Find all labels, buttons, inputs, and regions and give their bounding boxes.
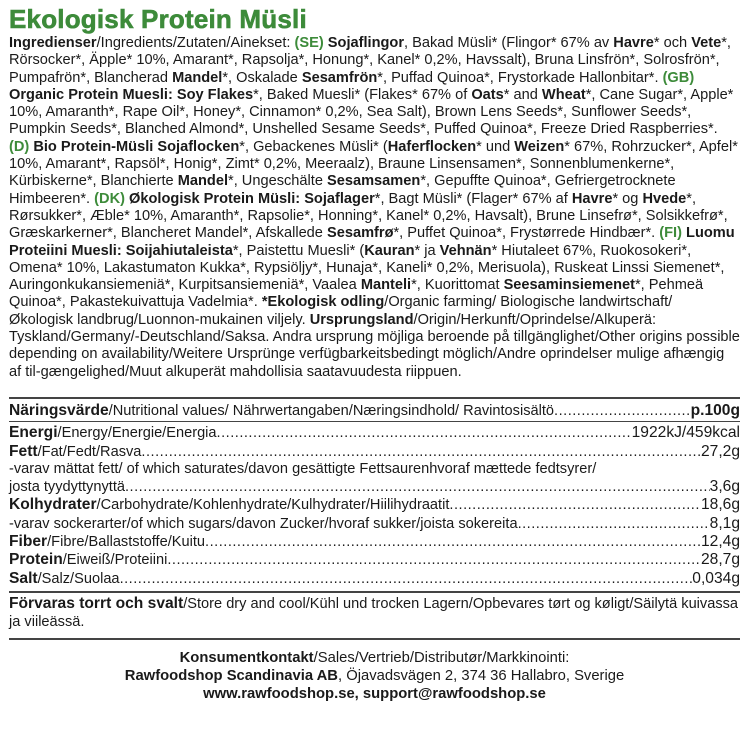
saturates-value: 3,6g [709, 478, 740, 496]
nutrition-table [9, 402, 740, 588]
per-100g-label: p.100g [690, 401, 740, 419]
fat-value: 27,2g [700, 442, 740, 460]
sugars-value: 8,1g [709, 514, 740, 532]
nutrition-row-fiber: Fiber/Fibre/Ballaststoffe/Kuitu ..... 12,4g [9, 533, 740, 551]
ingredients-label: Ingredienser [9, 35, 97, 51]
nutrition-row-sugars: -varav sockerarter/of which sugars/davon Zucker/hvoraf sukker/joista sokereita ..... 8,1g [9, 515, 740, 533]
lang-tag-gb: (GB) [662, 69, 695, 86]
fiber-value: 12,4g [700, 533, 740, 551]
email-link[interactable]: support@rawfoodshop.se [362, 686, 546, 703]
divider [9, 421, 740, 422]
nutrition-row-carbohydrate: Kolhydrater/Carbohydrate/Kohlenhydrate/Kulhydrater/Hiilihydraatit ..... 18,6g [9, 496, 740, 514]
carbohydrate-value: 18,6g [700, 496, 740, 514]
divider [9, 591, 740, 593]
product-title: Ekologisk Protein Müsli [9, 4, 307, 34]
ingredients-block: Ingredienser/Ingredients/Zutaten/Ainekset: (SE) Sojaflingor, Bakad Müsli* (Flingor* 67% av Havre* och Vete*, Rörsocker*, Äpple* 10%, Amarant*, Rapsolja*, Honung*, Kanel* 0,2%, Havssalt), Bruna Linsfrön*, Solrosfrön*, Pumpafrön*, Blancherad Mandel*, Oskalade Sesamfrön*, Puffad Quinoa*, Frystorkade Hallonbitar*. (GB) Organic Protein Muesli: Soy Flakes*, Baked Muesli* (Flakes* 67% of Oats* and Wheat*, Cane Sugar*, Apple* 10%, Amaranth*, Rape Oil*, Honey*, Cinnamon* 0,2%, Sea Salt), Brown Lens Seeds*, Sunflower Seeds*, Pumpkin Seeds*, Blanched Almond*, Unshelled Sesame Seeds*, Puffed Quinoa*, Freeze Dried Raspberries*. (D) Bio Protein-Müsli Sojaflocken*, Gebackenes Müsli* (Haferflocken* und Weizen* 67%, Rohrzucker*, Apfel* 10%, Amarant*, Rapsöl*, Honig*, Zimt* 0,2%, Meeraalz), Braune Linsensamen*, Sonnenblumenkerne*, Kürbiskerne*, Blanchierte Mandel*, Ungeschälte Sesamsamen*, Gepuffte Quinoa*, Gefriergetrocknete Himbeeren*. (DK) Økologisk Protein Müsli: Sojaflager*, Bagt Müsli* (Flager* 67% af Havre* og Hvede*, Rørsukker*, Æble* 10%, Amaranth*, Rapsolie*, Honning*, Kanel* 0,2%, Havsalt), Brune Linsefrø*, Solsikkefrø*, Græskarkerner*, Blancheret Mandel*, Afskallede Sesamfrø*, Puffet Quinoa*, Frystørrede Hindbær*. (FI) Luomu Proteiini Muesli: Soijahiutaleista*, Paistettu Muesli* (Kauran* ja Vehnän* Hiutaleet 67%, Ruokosokeri*, Omena* 10%, Lakastumaton Kukka*, Rypsiöljy*, Hunaja*, Kaneli* 0,2%, Merisuola), Ruskeat Linssi Siemenet*, Auringonkukansiemeniä*, Kurpitsansiemeniä*, Vaalea Manteli*, Kuorittomat Seesaminsiemenet*, Pehmeä Quinoa*, Pakastekuivattuja Vadelmia*. *Ekologisk odling/Organic farming/ Biologische landwirtschaft/ Økologisk landbrug/Luonnon-mukainen viljely. Ursprungsland/Origin/Herkunft/Oprindelse/Alkuperä: Tyskland/Germany/-Deutschland/Saksa. Andra ursprung möjliga beroende på tillgänglighet/Other origins possible depending on availability/Weitere Ursprünge verfügbarkeitsbedingt möglich/Andre oprindelser mulige afhængig af til-gængelighed/Muut alkuperät mahdollisia saatavuudesta riippuen. [9, 35, 740, 380]
lang-tag-d: (D) [9, 138, 30, 155]
protein-value: 28,7g [700, 551, 740, 569]
lang-tag-fi: (FI) [659, 225, 682, 242]
nutrition-header-label: Näringsvärde [9, 401, 109, 419]
nutrition-row-energy: Energi/Energy/Energie/Energia ..... 1922kJ/459kcal [9, 424, 740, 442]
origin-label: Ursprungsland [309, 311, 414, 328]
organic-label: *Ekologisk odling [261, 294, 385, 311]
website-link[interactable]: www.rawfoodshop.se [203, 686, 355, 703]
divider [9, 397, 740, 399]
nutrition-row-saturates: josta tyydyttynyttä ..... 3,6g [9, 478, 740, 496]
divider [9, 638, 740, 640]
nutrition-row-protein: Protein/Eiweiß/Proteiini ..... 28,7g [9, 551, 740, 569]
contact-label: Konsumentkontakt [179, 650, 314, 667]
company-name: Rawfoodshop Scandinavia AB [124, 668, 338, 685]
lang-tag-se: (SE) [294, 35, 324, 51]
contact-block: Konsumentkontakt/Sales/Vertrieb/Distributør/Markkinointi: Rawfoodshop Scandinavia AB, Öjavadsvägen 2, 374 36 Hallabro, Sverige www.rawfoodshop.se, support@rawfoodshop.se [124, 650, 625, 703]
nutrition-row-saturates-line1: -varav mättat fett/ of which saturates/davon gesättigte Fettsaurenhvoraf mættede fedtsyrer/ [9, 460, 597, 477]
storage-label: Förvaras torrt och svalt [9, 594, 184, 612]
lang-tag-dk: (DK) [94, 190, 125, 207]
storage-instructions: Förvaras torrt och svalt/Store dry and cool/Kühl und trocken Lagern/Opbevares tørt og køligt/Säilytä kuivassa ja viileässä. [9, 594, 739, 630]
nutrition-row-fat: Fett/Fat/Fedt/Rasva ..... 27,2g [9, 443, 740, 461]
salt-value: 0,034g [692, 569, 740, 587]
nutrition-row-salt: Salt/Salz/Suolaa ..... 0,034g [9, 570, 740, 588]
energy-value: 1922kJ/459kcal [631, 424, 740, 442]
nutrition-header-row: Näringsvärde/Nutritional values/ Nährwertangaben/Næringsindhold/ Ravintosisältö ..... p.100g [9, 402, 740, 420]
